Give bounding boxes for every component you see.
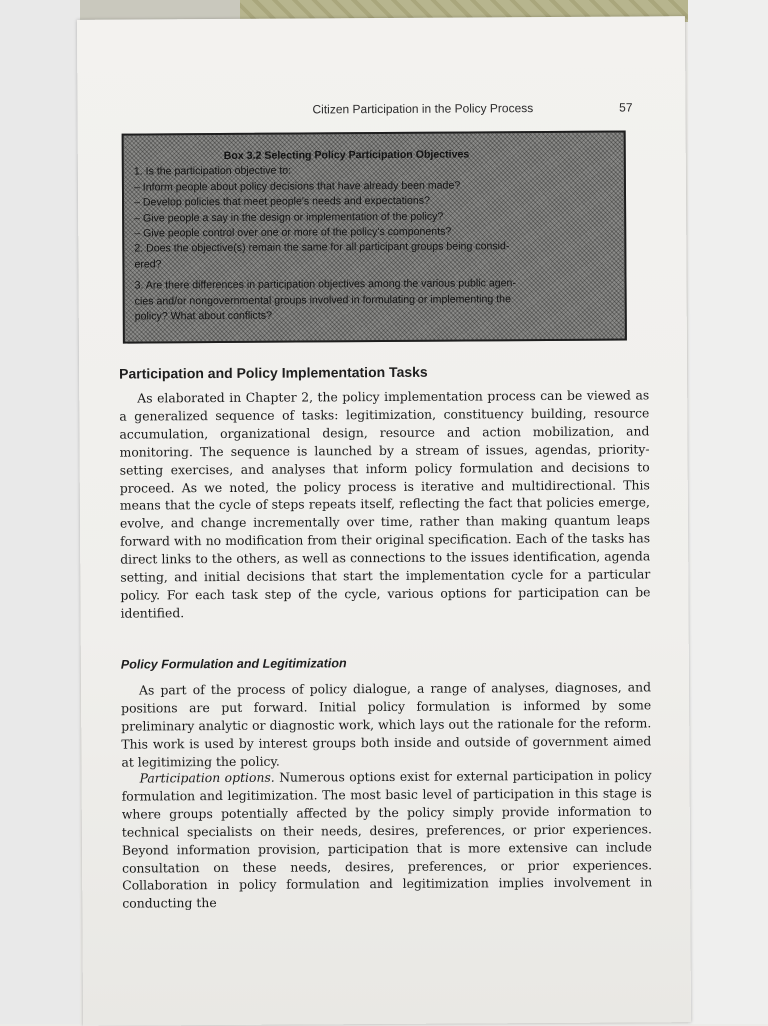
body-paragraph: As part of the process of policy dialogue, a range of analyses, diagnoses, and positions are put forward. Initial policy formulation is informed by some preliminary analytic or diagnostic work, which lays out the rationale for the reform. This work is used by interest groups both inside and outside of government aimed at legitimizing the policy. <box>121 679 652 770</box>
background-right <box>688 0 768 1024</box>
book-page <box>77 16 691 1026</box>
running-head <box>312 100 632 116</box>
box-line: – Inform people about policy decisions that have already been made? <box>133 179 461 194</box>
box-line: cies and/or nongovernmental groups involved in formulating or implementing the <box>134 292 511 308</box>
body-paragraph: As elaborated in Chapter 2, the policy implementation process can be viewed as a generalized sequence of tasks: legitimization, constituency building, resource accumulation, organizational design, resource and action mobilization, and monitoring. The sequence is launched by a stream of issues, agendas, priority-setting exercises, and analyses that inform policy formulation and decisions to proceed. As we noted, the policy process is iterative and multidirectional. This means that the cycle of steps repeats itself, reflecting the fact that policies emerge, evolve, and change incrementally over time, rather than making quantum leaps forward with no modification from their original specification. Each of the tasks has direct links to the others, as well as connections to the issues identification, agenda setting, and initial decisions that start the implementation cycle for a particular policy. For each task step of the cycle, various options for participation can be identified. <box>119 387 651 621</box>
box-line: – Give people a say in the design or implementation of the policy? <box>134 210 444 225</box>
section-heading: Participation and Policy Implementation Tasks <box>119 363 428 382</box>
box-line: 2. Does the objective(s) remain the same for all participant groups being consid- <box>134 240 510 255</box>
objectives-box <box>122 131 627 344</box>
box-line: policy? What about conflicts? <box>134 309 272 323</box>
background-left <box>0 0 80 1024</box>
box-line: ered? <box>134 258 162 271</box>
box-line: – Develop policies that meet people's needs and expectations? <box>134 194 430 209</box>
paragraph-lead-in: Participation options. <box>139 769 275 786</box>
body-paragraph <box>122 766 653 912</box>
box-line: 3. Are there differences in participation objectives among the various public agen- <box>134 277 516 292</box>
running-title: Citizen Participation in the Policy Process <box>312 101 534 117</box>
box-line: 1. Is the participation objective to: <box>133 164 292 178</box>
subsection-heading: Policy Formulation and Legitimization <box>120 656 347 672</box>
page-number: 57 <box>619 100 633 115</box>
box-line: – Give people control over one or more of the policy's components? <box>134 225 452 240</box>
box-title: Box 3.2 Selecting Policy Participation Objectives <box>223 148 470 162</box>
paragraph-body: Numerous options exist for external participation in policy formulation and legitimization. The most basic level of participation in this stage is where groups potentially affected by the policy simply provide information to technical specialists on their needs, desires, preferences, or prior experiences. Beyond information provision, participation that is more extensive can include consultation on these needs, desires, preferences, or prior experiences. Collaboration in policy formulation and legitimization implies involvement in conducting the <box>121 767 653 911</box>
